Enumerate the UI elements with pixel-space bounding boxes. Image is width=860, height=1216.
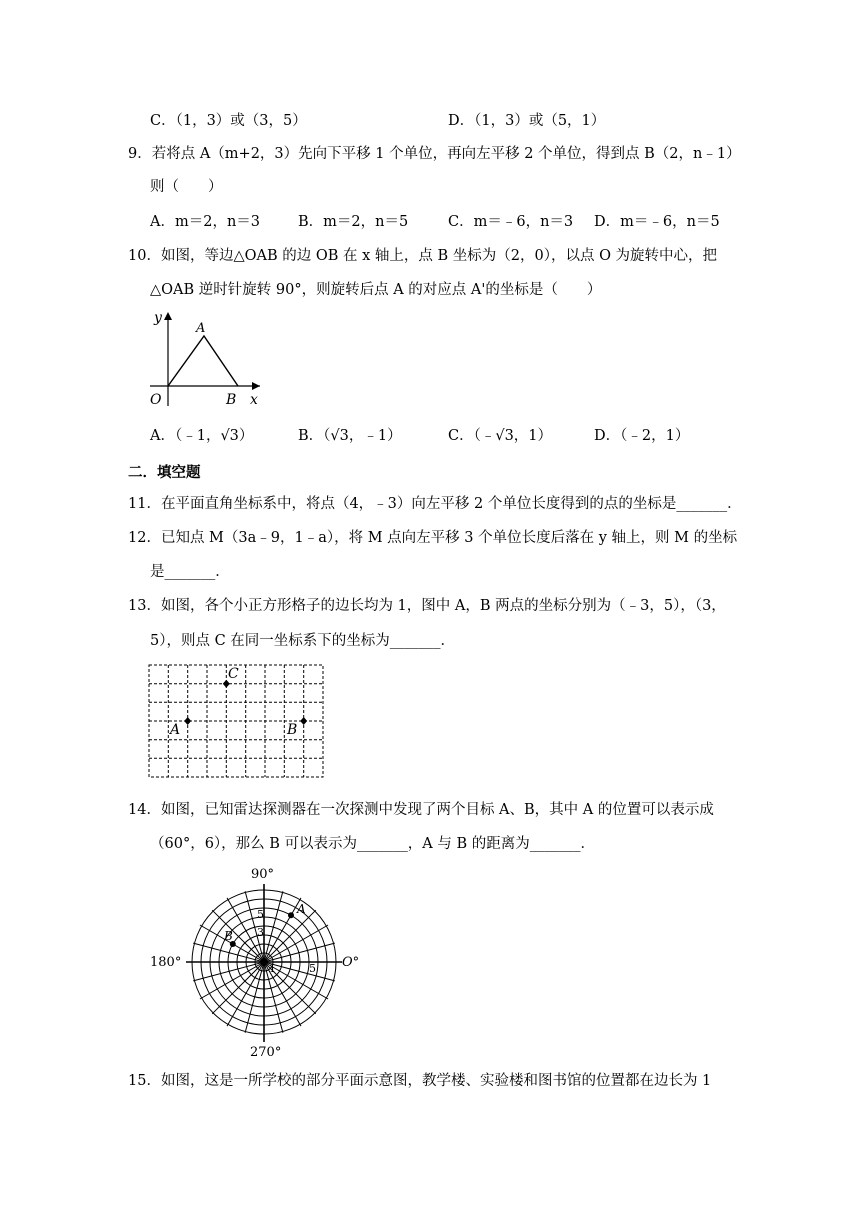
question-10-text: 10．如图，等边△OAB 的边 OB 在 x 轴上，点 B 坐标为（2，0），以点 O 为旋转中心，把 [128,248,718,264]
angle-90-label: 90° [251,867,275,882]
target-a-label: A [297,902,306,916]
radius-5-label: 5 [257,908,264,921]
question-15-text: 15．如图，这是一所学校的部分平面示意图，教学楼、实验楼和图书馆的位置都在边长为 1 [128,1073,712,1089]
question-10-text-cont: △OAB 逆时针旋转 90°，则旋转后点 A 的对应点 A'的坐标是（ ） [150,282,602,298]
radius-1-label: 1 [269,962,276,975]
point-b-marker [300,717,307,725]
radar-figure [146,866,376,1060]
option-c: C．（1，3）或（3，5） [150,113,307,129]
option-d: D．（1，3）或（5，1） [448,113,606,129]
point-a-marker [184,717,191,725]
point-c-label: C [228,666,239,682]
option-b: B．（√3，﹣1） [298,428,402,444]
option-a: A．（﹣1，√3） [150,428,254,444]
origin-label: O [150,392,162,408]
triangle-figure [144,308,264,408]
target-b-label: B [224,929,233,943]
option-a: A．m＝2，n＝3 [150,214,261,230]
option-d: D．m＝﹣6，n＝5 [594,214,720,230]
question-9-text: 9．若将点 A（m+2，3）先向下平移 1 个单位，再向左平移 2 个单位，得到点 B（2，n﹣1） [128,146,741,162]
question-12-text: 12．已知点 M（3a﹣9，1﹣a），将 M 点向左平移 3 个单位长度后落在 y 轴上，则 M 的坐标 [128,530,738,546]
x-axis-label: x [250,392,258,408]
y-axis-label: y [154,310,162,326]
option-b: B．m＝2，n＝5 [298,214,409,230]
question-14-text: 14．如图，已知雷达探测器在一次探测中发现了两个目标 A、B，其中 A 的位置可以表示成 [128,802,714,818]
point-b-label: B [287,722,298,738]
question-14-text-cont: （60°，6），那么 B 可以表示为_______，A 与 B 的距离为_______． [150,836,596,852]
radius-5-label: 5 [309,962,316,975]
question-13-text: 13．如图，各个小正方形格子的边长均为 1，图中 A，B 两点的坐标分别为（﹣3，5），（3， [128,598,726,614]
question-11-text: 11．在平面直角坐标系中，将点（4，﹣3）向左平移 2 个单位长度得到的点的坐标是_______． [128,496,742,512]
angle-0-label: O° [342,955,360,970]
question-13-text-cont: 5），则点 C 在同一坐标系下的坐标为_______． [150,633,456,649]
option-c: C．（﹣√3，1） [448,428,553,444]
angle-270-label: 270° [250,1045,282,1060]
section-heading: 二．填空题 [128,465,201,481]
angle-180-label: 180° [150,955,182,970]
point-a-label: A [196,321,206,336]
option-c: C．m＝﹣6，n＝3 [448,214,574,230]
radius-3-label: 3 [257,926,264,939]
target-a-marker [288,912,294,918]
question-12-text-cont: 是_______． [150,564,230,580]
question-9-text-cont: 则（ ） [150,179,223,195]
point-b-label: B [226,392,237,408]
option-d: D．（﹣2，1） [594,428,690,444]
grid-figure [146,662,326,782]
point-a-label: A [170,722,181,738]
